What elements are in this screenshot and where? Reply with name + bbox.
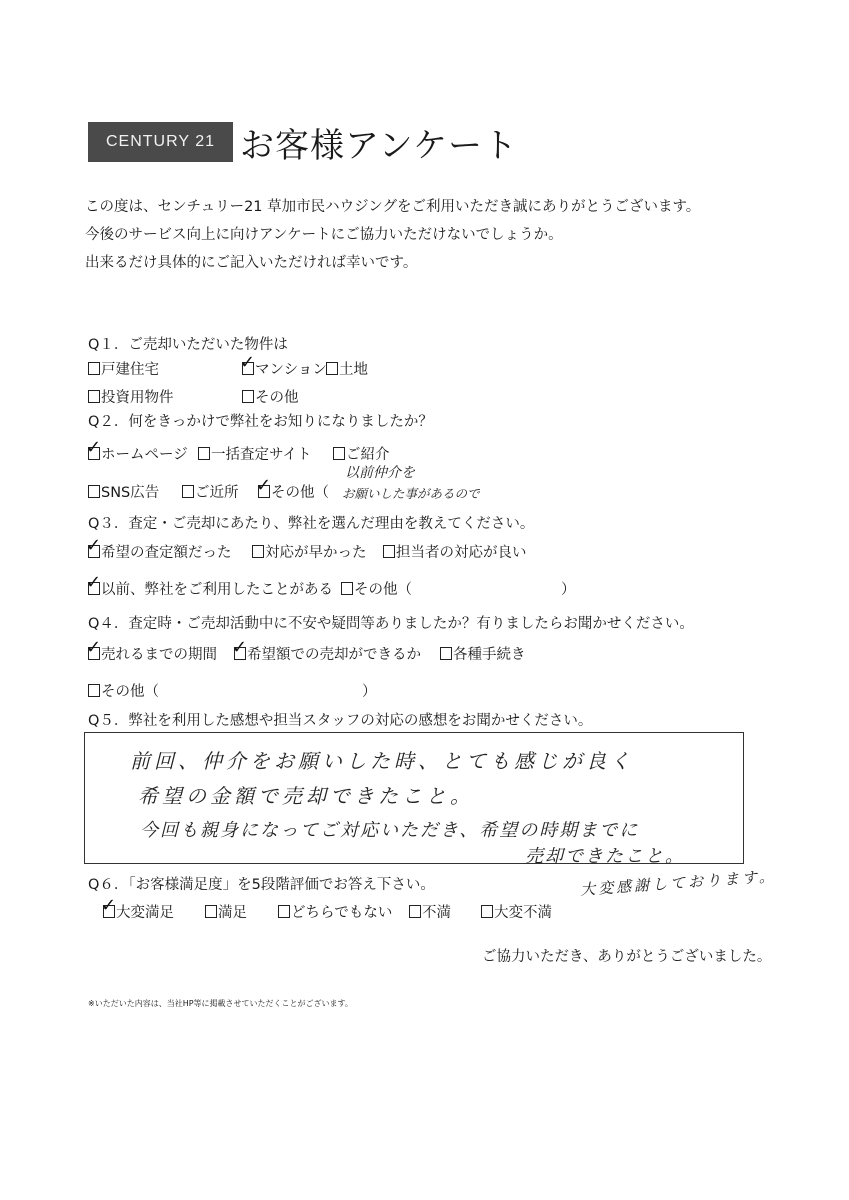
q6-option-very-satisfied[interactable] — [101, 895, 174, 922]
intro-line-2: 今後のサービス向上に向けアンケートにご協力いただけないでしょうか。 — [85, 227, 563, 243]
option-label: SNS広告 — [101, 485, 160, 501]
checkbox[interactable] — [278, 905, 290, 918]
q2-other-handwritten-1: 以前仲介を — [345, 465, 415, 481]
check-mark-icon: ✓ — [232, 637, 248, 658]
q2-option-other[interactable] — [256, 475, 329, 502]
option-label: ご近所 — [195, 485, 239, 501]
q2-option-ikkatsu[interactable] — [198, 443, 311, 464]
checkbox[interactable] — [341, 582, 353, 595]
checkbox-checked[interactable] — [86, 437, 102, 460]
checkbox-checked[interactable] — [86, 572, 102, 595]
century21-logo — [88, 122, 233, 162]
option-label: 投資用物件 — [101, 390, 174, 406]
option-label: 一括査定サイト — [211, 447, 312, 463]
intro-line-1: この度は、センチュリー21 草加市民ハウジングをご利用いただき誠にありがとうございます。 — [85, 199, 701, 215]
option-label: マンション — [255, 362, 327, 378]
q5-answer-line-5: 大変感謝しております。 — [579, 867, 778, 899]
checkbox-checked[interactable] — [86, 637, 102, 660]
checkbox[interactable] — [383, 545, 395, 558]
checkbox-checked[interactable] — [232, 637, 248, 660]
q2-option-referral[interactable] — [333, 443, 390, 464]
option-label: その他（ — [101, 684, 159, 700]
option-label: 各種手続き — [453, 647, 526, 663]
q1-option-house[interactable] — [88, 358, 159, 379]
check-mark-icon: ✓ — [240, 352, 256, 373]
thanks-message: ご協力いただき、ありがとうございました。 — [482, 949, 772, 965]
check-mark-icon: ✓ — [86, 637, 102, 658]
q2-option-homepage[interactable] — [86, 437, 188, 464]
q3-option-price[interactable] — [86, 535, 232, 562]
check-mark-icon: ✓ — [101, 895, 117, 916]
checkbox[interactable] — [88, 684, 100, 697]
q2-question: Q２．何をきっかけで弊社をお知りになりましたか？ — [88, 414, 433, 430]
checkbox[interactable] — [242, 390, 254, 403]
option-label: ホームページ — [101, 447, 188, 463]
checkbox-checked[interactable] — [86, 535, 102, 558]
q6-option-dissatisfied[interactable] — [409, 901, 451, 922]
q1-option-other[interactable] — [242, 386, 299, 407]
q5-question: Q５．弊社を利用した感想や担当スタッフの対応の感想をお聞かせください。 — [88, 713, 593, 729]
q5-answer-line-1: 前回、仲介をお願いした時、とても感じが良く — [130, 749, 634, 773]
q3-other-close: ） — [561, 582, 576, 598]
checkbox[interactable] — [333, 447, 345, 460]
checkbox-checked[interactable] — [240, 352, 256, 375]
option-label: その他（ — [354, 582, 412, 598]
q1-question: Q１．ご売却いただいた物件は — [88, 337, 288, 353]
option-label: 希望額での売却ができるか — [247, 647, 421, 663]
option-label: 売れるまでの期間 — [101, 647, 217, 663]
footnote: ※いただいた内容は、当社HP等に掲載させていただくことがございます。 — [88, 999, 353, 1008]
checkbox[interactable] — [409, 905, 421, 918]
checkbox[interactable] — [88, 362, 100, 375]
checkbox[interactable] — [198, 447, 210, 460]
check-mark-icon: ✓ — [86, 572, 102, 593]
check-mark-icon: ✓ — [256, 475, 272, 496]
q4-option-other[interactable] — [88, 680, 159, 701]
option-label: 土地 — [339, 362, 368, 378]
q1-option-investment[interactable] — [88, 386, 174, 407]
q2-option-sns[interactable] — [88, 481, 159, 502]
q6-option-satisfied[interactable] — [205, 901, 247, 922]
q4-question: Q４．査定時・ご売却活動中に不安や疑問等ありましたか？有りましたらお聞かせください。 — [88, 616, 694, 632]
option-label: 担当者の対応が良い — [396, 545, 527, 561]
option-label: 大変不満 — [494, 905, 552, 921]
q4-option-procedures[interactable] — [440, 643, 526, 664]
intro-line-3: 出来るだけ具体的にご記入いただければ幸いです。 — [85, 255, 418, 271]
q4-other-close: ） — [362, 684, 377, 700]
q5-answer-line-2: 希望の金額で売却できたこと。 — [138, 784, 474, 808]
option-label: 満足 — [218, 905, 247, 921]
q2-option-neighbor[interactable] — [182, 481, 239, 502]
q1-option-mansion[interactable] — [240, 352, 327, 379]
q6-question: Q６．「お客様満足度」を5段階評価でお答え下さい。 — [88, 877, 435, 893]
option-label: その他（ — [271, 485, 329, 501]
checkbox[interactable] — [205, 905, 217, 918]
q3-option-fast[interactable] — [252, 541, 367, 562]
q3-question: Q３．査定・ご売却にあたり、弊社を選んだ理由を教えてください。 — [88, 516, 535, 532]
logo-text: CENTURY 21 — [106, 133, 215, 150]
checkbox[interactable] — [88, 390, 100, 403]
checkbox[interactable] — [481, 905, 493, 918]
option-label: どちらでもない — [291, 905, 393, 921]
q3-option-previous[interactable] — [86, 572, 333, 599]
q3-option-staff[interactable] — [383, 541, 527, 562]
checkbox[interactable] — [326, 362, 338, 375]
q6-option-very-dissatisfied[interactable] — [481, 901, 552, 922]
checkbox[interactable] — [182, 485, 194, 498]
q4-option-price[interactable] — [232, 637, 421, 664]
q5-answer-line-4: 売却できたこと。 — [525, 846, 685, 867]
q1-option-land[interactable] — [326, 358, 368, 379]
page-title: お客様アンケート — [240, 126, 518, 166]
q4-option-period[interactable] — [86, 637, 217, 664]
q5-answer-line-3: 今回も親身になってご対応いただき、希望の時期までに — [140, 820, 640, 841]
checkbox-checked[interactable] — [101, 895, 117, 918]
q2-other-handwritten-2: お願いした事があるので — [342, 486, 480, 501]
checkbox[interactable] — [440, 647, 452, 660]
option-label: 希望の査定額だった — [101, 545, 232, 561]
option-label: 戸建住宅 — [101, 362, 159, 378]
q3-option-other[interactable] — [341, 578, 412, 599]
option-label: その他 — [255, 390, 299, 406]
checkbox[interactable] — [88, 485, 100, 498]
option-label: 不満 — [422, 905, 451, 921]
checkbox-checked[interactable] — [256, 475, 272, 498]
option-label: ご紹介 — [346, 447, 390, 463]
checkbox[interactable] — [252, 545, 264, 558]
option-label: 以前、弊社をご利用したことがある — [101, 582, 333, 598]
option-label: 対応が早かった — [265, 545, 367, 561]
check-mark-icon: ✓ — [86, 535, 102, 556]
check-mark-icon: ✓ — [86, 437, 102, 458]
q6-option-neutral[interactable] — [278, 901, 392, 922]
option-label: 大変満足 — [116, 905, 174, 921]
